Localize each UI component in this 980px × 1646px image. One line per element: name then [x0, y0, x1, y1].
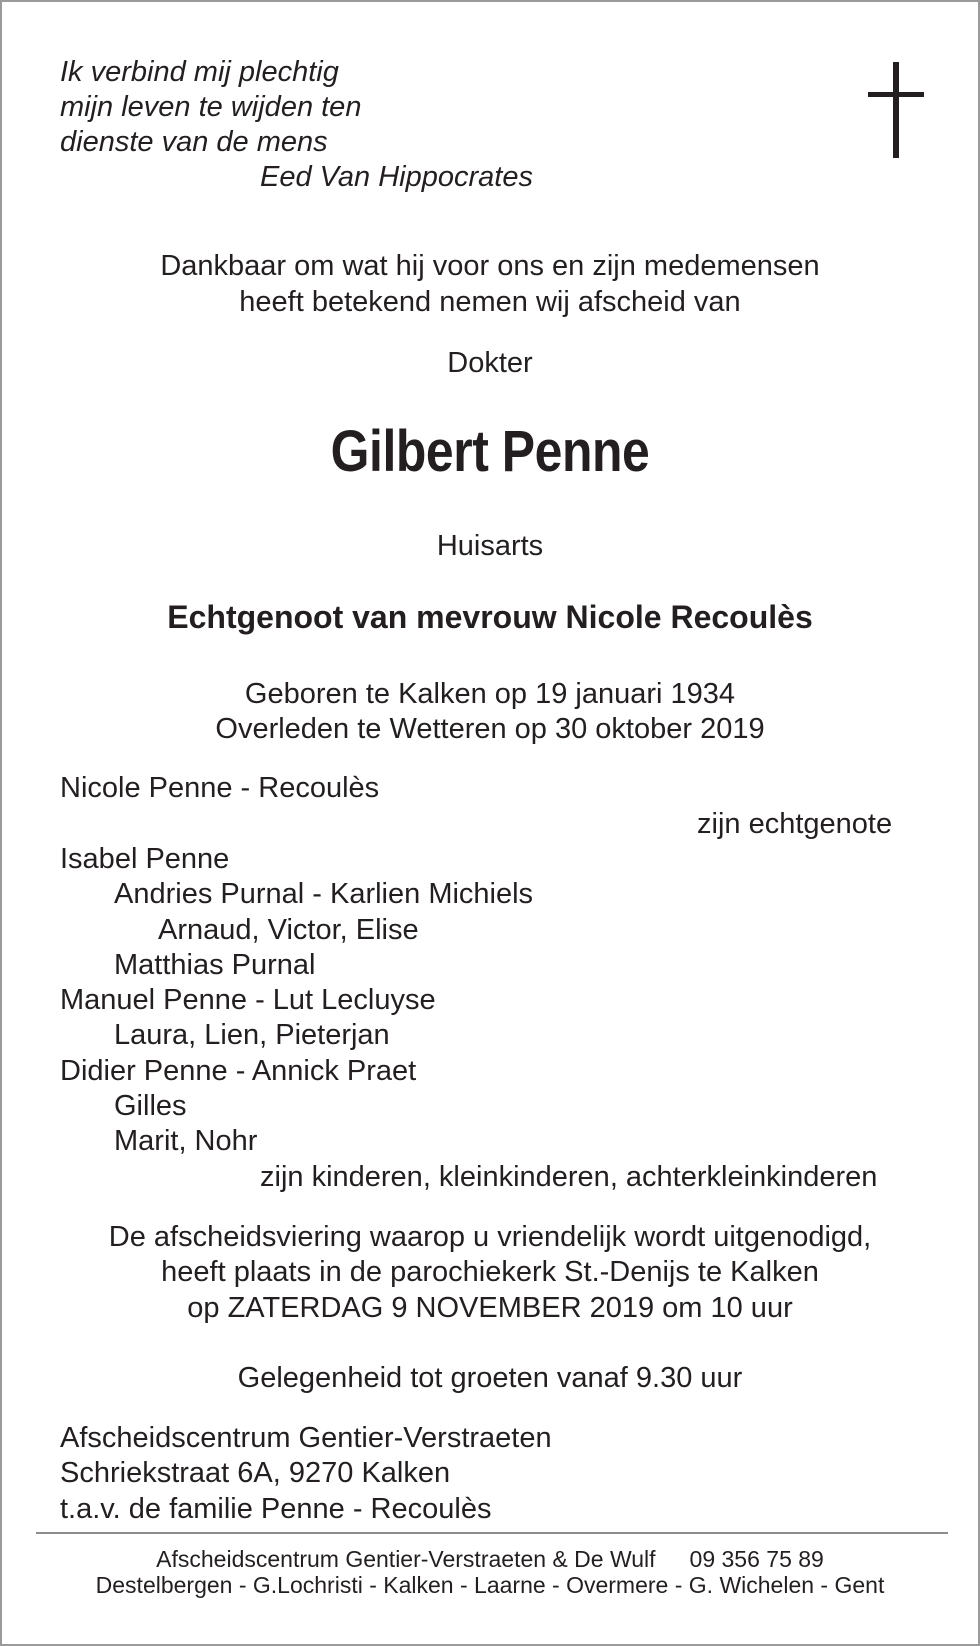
family-members-role: zijn kinderen, kleinkinderen, achterkleinkinderen: [260, 1161, 878, 1193]
family-spouse-role: zijn echtgenote: [697, 808, 893, 840]
family-member: Laura, Lien, Pieterjan: [114, 1019, 390, 1051]
death-line: Overleden te Wetteren op 30 oktober 2019: [215, 713, 765, 745]
footer-divider: [36, 1532, 948, 1534]
deceased-title: Dokter: [447, 347, 533, 379]
ceremony-line-3: op ZATERDAG 9 NOVEMBER 2019 om 10 uur: [187, 1292, 793, 1324]
footer-locations: Destelbergen - G.Lochristi - Kalken - Laarne - Overmere - G. Wichelen - Gent: [95, 1572, 885, 1598]
quote-line-2: mijn leven te wijden ten: [60, 91, 362, 123]
quote-attribution: Eed Van Hippocrates: [260, 161, 533, 193]
greeting-line: Gelegenheid tot groeten vanaf 9.30 uur: [237, 1362, 743, 1394]
quote-line-1: Ik verbind mij plechtig: [60, 56, 339, 88]
intro-line-2: heeft betekend nemen wij afscheid van: [239, 286, 741, 318]
family-member: Matthias Purnal: [114, 949, 316, 981]
family-member: Manuel Penne - Lut Lecluyse: [60, 984, 436, 1016]
ceremony-line-2: heeft plaats in de parochiekerk St.-Denijs te Kalken: [161, 1256, 819, 1288]
footer-phone: 09 356 75 89: [689, 1546, 824, 1572]
address-line-2: Schriekstraat 6A, 9270 Kalken: [60, 1457, 451, 1489]
family-spouse: Nicole Penne - Recoulès: [60, 772, 380, 804]
family-member: Marit, Nohr: [114, 1125, 258, 1157]
intro-line-1: Dankbaar om wat hij voor ons en zijn medemensen: [160, 250, 820, 282]
family-member: Andries Purnal - Karlien Michiels: [114, 878, 534, 910]
cross-icon: [868, 62, 924, 158]
family-member: Arnaud, Victor, Elise: [158, 914, 419, 946]
family-member: Didier Penne - Annick Praet: [60, 1055, 417, 1087]
family-member: Gilles: [114, 1090, 187, 1122]
quote-line-3: dienste van de mens: [60, 126, 328, 158]
address-line-3: t.a.v. de familie Penne - Recoulès: [60, 1493, 492, 1525]
spouse-line: Echtgenoot van mevrouw Nicole Recoulès: [167, 599, 813, 635]
address-line-1: Afscheidscentrum Gentier-Verstraeten: [60, 1422, 552, 1454]
birth-line: Geboren te Kalken op 19 januari 1934: [244, 678, 736, 710]
footer-company: Afscheidscentrum Gentier-Verstraeten & De Wulf: [156, 1546, 656, 1572]
deceased-name: Gilbert Penne: [330, 419, 650, 484]
ceremony-line-1: De afscheidsviering waarop u vriendelijk wordt uitgenodigd,: [108, 1221, 872, 1253]
deceased-profession: Huisarts: [436, 530, 544, 562]
family-member: Isabel Penne: [60, 843, 230, 875]
footer-company-line: [2, 1546, 978, 1572]
